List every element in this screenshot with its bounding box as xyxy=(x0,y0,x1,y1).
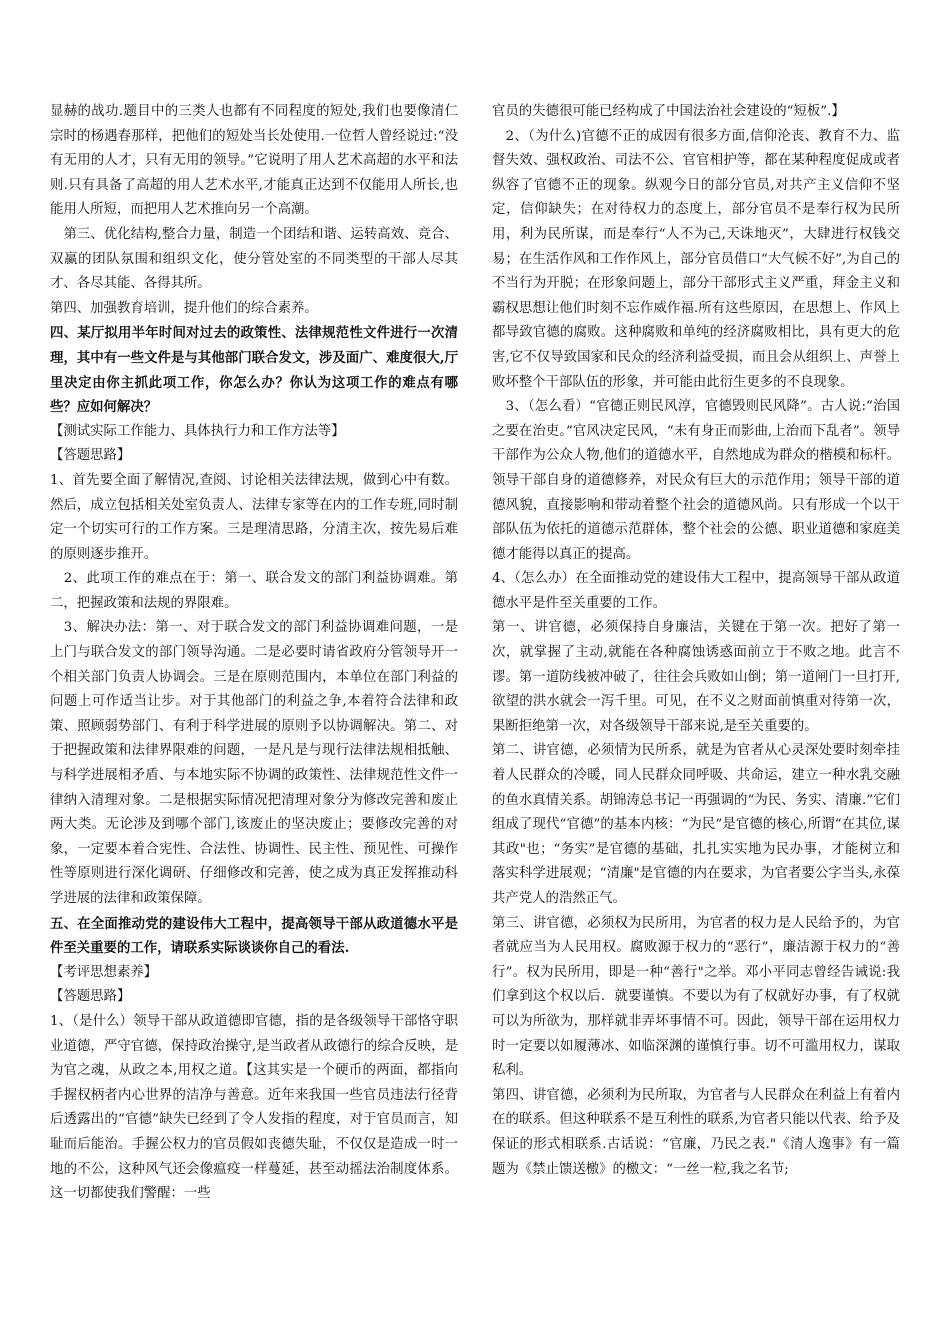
paragraph: 3、解决办法：第一、对于联合发文的部门利益协调难问题，一是上门与联合发文的部门领导沟通。二是必要时请省政府分管领导开一个相关部门负责人协调会。三是在原则范围内，本单位在部门利益的问题上可作适当让步。对于其他部门的利益之争,本着符合法律和政策、照顾弱势部门、有利于科学进展的原则予以协调解决。第二、对于把握政策和法律界限难的问题，一是凡是与现行法律法规相抵触、与科学进展相矛盾、与本地实际不协调的政策性、法律规范性文件一律纳入清理对象。二是根据实际情况把清理对象分为修改完善和废止两大类。无论涉及到哪个部门,该废止的坚决废止；要修改完善的对象，一定要本着合宪性、合法性、协调性、民主性、预见性、可操作性等原则进行深化调研、仔细修改和完善，使之成为真正发挥推动科学进展的法律和政策保障。 xyxy=(50,620,458,906)
paragraph: 第三、优化结构,整合力量，制造一个团结和谐、运转高效、竞合、双赢的团队氛围和组织文化，使分管处室的不同类型的干部人尽其才、各尽其能、各得其所。 xyxy=(50,226,458,292)
paragraph: 第四、讲官德，必须利为民所取，为官者与人民群众在利益上有着内在的联系。但这种联系不是互利性的联系,为官者只能以代表、给予及保证的形式相联系.古话说：“官廉，乃民之表."《清人逸事》有一篇题为《禁止馈送檄》的檄文：“一丝一粒,我之名节; xyxy=(492,1087,900,1177)
paragraph: 【答题思路】 xyxy=(50,448,131,464)
paragraph: 3、（怎么看）“官德正则民风淳，官德毁则民风降”。古人说:“治国之要在治吏。”官风决定民风，“未有身正而影曲,上治而下乱者”。领导干部作为公众人物,他们的道德水平，自然地成为群众的楷模和标杆。领导干部自身的道德修养，对民众有巨大的示范作用；领导干部的道德风貌，直接影响和带动着整个社会的道德风尚。只有形成一个以干部队伍为依托的道德示范群体，整个社会的公德、职业道德和家庭美德才能得以真正的提高。 xyxy=(492,399,900,562)
paragraph: 显赫的战功.题目中的三类人也都有不同程度的短处,我们也要像清仁宗时的杨遇春那样，把他们的短处当长处使用.一位哲人曾经说过:“没有无用的人才，只有无用的领导。”它说明了用人艺术高超的水平和法则.只有具备了高超的用人艺术水平,才能真正达到不仅能用人所长,也能用人所短，而把用人艺术推向另一个高潮。 xyxy=(50,104,458,218)
paragraph: 2、此项工作的难点在于：第一、联合发文的部门利益协调难。第二，把握政策和法规的界限难。 xyxy=(50,571,458,611)
paragraph: 【测试实际工作能力、具体执行力和工作方法等】 xyxy=(50,423,345,439)
paragraph: 第四、加强教育培训，提升他们的综合素养。 xyxy=(50,300,318,316)
paragraph: 1、首先要全面了解情况,查阅、讨论相关法律法规，做到心中有数。然后，成立包括相关处室负责人、法律专家等在内的工作专班,同时制定一个切实可行的工作方案。三是理清思路，分清主次，按先易后难的原则逐步推开。 xyxy=(50,472,458,562)
paragraph: 4、（怎么办）在全面推动党的建设伟大工程中，提高领导干部从政道德水平是件至关重要的工作。 xyxy=(492,571,900,611)
question-heading: 四、某厅拟用半年时间对过去的政策性、法律规范性文件进行一次清理，其中有一些文件是与其他部门联合发文，涉及面广、难度很大,厅里决定由你主抓此项工作，你怎么办？你认为这项工作的难点有哪些？应如何解决？ xyxy=(50,325,458,416)
paragraph: 【考评思想素养】 xyxy=(50,964,158,980)
left-column xyxy=(50,100,458,1207)
paragraph: 第二、讲官德，必须情为民所系，就是为官者从心灵深处要时刻牵挂着人民群众的冷暖，同人民群众同呼吸、共命运，建立一种水乳交融的鱼水真情关系。胡锦涛总书记一再强调的“为民、务实、清廉.”它们组成了现代“官德”的基本内核：“为民”是官德的核心,所谓“在其位,谋其政"也；“务实”是官德的基础，扎扎实实地为民办事，才能树立和落实科学进展观；“清廉"是官德的内在要求，为官者要公字当头,永葆共产党人的浩然正气。 xyxy=(492,743,900,906)
question-heading: 五、在全面推动党的建设伟大工程中，提高领导干部从政道德水平是件至关重要的工作，请联系实际谈谈你自己的看法. xyxy=(50,915,458,957)
paragraph: 1、（是什么）领导干部从政道德即官德，指的是各级领导干部恪守职业道德，严守官德，保持政治操守,是当政者从政德行的综合反映，是为官之魂，从政之本,用权之道。【这其实是一个硬币的两面，都指向手握权柄者内心世界的洁净与善意。近年来我国一些官员违法行径背后透露出的“官德”缺失已经到了令人发指的程度，对于官员而言，知耻而后能治。手握公权力的官员假如丧德失耻，不仅仅是造成一时一地的不公，这种风气还会像瘟疫一样蔓延，甚至动摇法治制度体系。这一切都使我们警醒：一些 xyxy=(50,1013,458,1202)
paragraph: 【答题思路】 xyxy=(50,989,131,1005)
paragraph: 官员的失德很可能已经构成了中国法治社会建设的“短板”.】 xyxy=(492,104,845,119)
paragraph: 2、（为什么)官德不正的成因有很多方面,信仰沦丧、教育不力、监督失效、强权政治、司法不公、官官相护等，都在某种程度促成或者纵容了官德不正的现象。纵观今日的部分官员,对共产主义信仰不坚定，信仰缺失；在对待权力的态度上，部分官员不是奉行权为民所用，利为民所谋，而是奉行“人不为己,天诛地灭”，大肆进行权钱交易；在生活作风和工作作风上，部分官员借口“大气候不好”,为自己的不当行为开脱；在形象问题上，部分干部形式主义严重，拜金主义和霸权思想让他们时刻不忘作威作福.所有这些原因，在思想上、作风上都导致官德的腐败。这种腐败和单纯的经济腐败相比，具有更大的危害,它不仅导致国家和民众的经济利益受损，而且会从组织上、声誉上败坏整个干部队伍的形象，并可能由此衍生更多的不良现象。 xyxy=(492,128,900,390)
paragraph: 第一、讲官德，必须保持自身廉洁，关键在于第一次。把好了第一次，就掌握了主动,就能在各种腐蚀诱惑面前立于不败之地。此言不谬。第一道防线被冲破了，往往会兵败如山倒；第一道闸门一旦打开,欲望的洪水就会一泻千里。可见，在不义之财面前慎重对待第一次，果断拒绝第一次，对各级领导干部来说,是至关重要的。 xyxy=(492,620,900,734)
right-column xyxy=(492,100,900,1182)
paragraph: 第三、讲官德，必须权为民所用，为官者的权力是人民给予的，为官者就应当为人民用权。腐败源于权力的“恶行”，廉洁源于权力的“善行”。权为民所用，即是一种“善行"之举。邓小平同志曾经告诫说:我们拿到这个权以后．就要谨慎。不要以为有了权就好办事，有了权就可以为所欲为，那样就非弄坏事情不可。因此，领导干部在运用权力时一定要以如履薄冰、如临深渊的谨慎行事。切不可滥用权力，谋取私利。 xyxy=(492,915,900,1079)
